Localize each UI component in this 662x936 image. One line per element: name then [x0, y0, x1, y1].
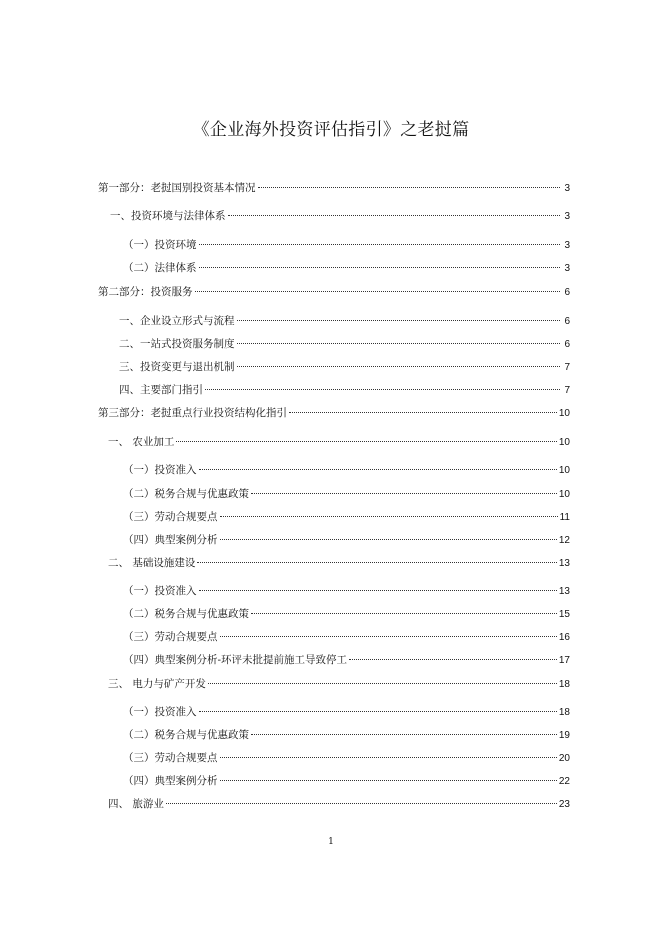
toc-dot-leader	[220, 780, 557, 781]
toc-entry-page: 10	[558, 437, 570, 448]
toc-entry-page: 6	[564, 339, 570, 350]
toc-entry-label: 一、 农业加工	[108, 436, 175, 448]
toc-entry-label: （一）投资环境	[123, 239, 197, 251]
toc-entry-label: （三）劳动合规要点	[123, 752, 218, 764]
toc-dot-leader	[199, 711, 557, 712]
toc-entry-part-3[interactable]	[98, 405, 570, 421]
toc-dot-leader	[205, 389, 560, 390]
toc-entry-subsection[interactable]	[123, 606, 570, 622]
toc-entry-page: 3	[564, 211, 570, 222]
toc-entry-subsection[interactable]	[123, 727, 570, 743]
toc-dot-leader	[166, 803, 557, 804]
toc-entry-label: （三）劳动合规要点	[123, 631, 218, 643]
toc-entry-page: 20	[558, 753, 570, 764]
toc-entry-page: 23	[558, 799, 570, 810]
toc-dot-leader	[208, 683, 557, 684]
toc-entry-subsection[interactable]	[123, 773, 570, 789]
toc-entry-section[interactable]	[119, 313, 570, 329]
toc-dot-leader	[349, 659, 557, 660]
toc-entry-subsection[interactable]	[123, 704, 570, 720]
toc-entry-label: （二）税务合规与优惠政策	[123, 488, 249, 500]
toc-entry-page: 3	[564, 183, 570, 194]
toc-dot-leader	[197, 562, 557, 563]
toc-dot-leader	[220, 539, 557, 540]
toc-entry-label: 二、 基础设施建设	[108, 557, 196, 569]
toc-dot-leader	[199, 267, 561, 268]
toc-entry-label: 一、投资环境与法律体系	[110, 210, 226, 222]
toc-entry-label: （二）税务合规与优惠政策	[123, 608, 249, 620]
toc-dot-leader	[176, 441, 557, 442]
toc-entry-label: （一）投资准入	[123, 706, 197, 718]
toc-entry-label: （一）投资准入	[123, 585, 197, 597]
toc-dot-leader	[251, 613, 557, 614]
toc-entry-page: 11	[559, 512, 570, 523]
toc-entry-page: 19	[558, 730, 570, 741]
toc-dot-leader	[199, 244, 561, 245]
toc-entry-label: 三、 电力与矿产开发	[108, 678, 206, 690]
toc-entry-page: 13	[558, 558, 570, 569]
toc-entry-label: （二）法律体系	[123, 262, 197, 274]
toc-entry-subsection[interactable]	[123, 462, 570, 478]
toc-entry-page: 18	[558, 707, 570, 718]
toc-entry-subsection[interactable]	[123, 750, 570, 766]
toc-entry-section[interactable]	[110, 208, 570, 224]
toc-dot-leader	[258, 187, 561, 188]
toc-dot-leader	[228, 215, 561, 216]
toc-entry-subsection[interactable]	[123, 583, 570, 599]
toc-dot-leader	[237, 366, 561, 367]
toc-entry-subsection[interactable]	[123, 532, 570, 548]
toc-entry-label: 第三部分：老挝重点行业投资结构化指引	[98, 407, 287, 419]
toc-entry-subsection[interactable]	[123, 237, 570, 253]
toc-entry-page: 13	[558, 586, 570, 597]
document-title: 《企业海外投资评估指引》之老挝篇	[192, 120, 470, 140]
toc-entry-page: 16	[558, 632, 570, 643]
toc-dot-leader	[251, 734, 557, 735]
toc-entry-subsection[interactable]	[123, 486, 570, 502]
toc-entry-label: （一）投资准入	[123, 464, 197, 476]
toc-entry-page: 3	[564, 240, 570, 251]
toc-entry-section[interactable]	[108, 555, 570, 571]
toc-dot-leader	[289, 412, 557, 413]
toc-entry-subsection[interactable]	[123, 629, 570, 645]
toc-entry-page: 6	[564, 316, 570, 327]
toc-entry-page: 10	[558, 465, 570, 476]
toc-entry-subsection[interactable]	[123, 260, 570, 276]
toc-entry-part-2[interactable]	[98, 284, 570, 300]
toc-dot-leader	[199, 590, 557, 591]
toc-entry-label: （三）劳动合规要点	[123, 511, 218, 523]
toc-entry-label: （二）税务合规与优惠政策	[123, 729, 249, 741]
toc-dot-leader	[220, 757, 557, 758]
toc-entry-section[interactable]	[119, 382, 570, 398]
page-number: 1	[328, 837, 334, 847]
toc-entry-section[interactable]	[119, 336, 570, 352]
toc-dot-leader	[195, 291, 561, 292]
toc-entry-page: 15	[558, 609, 570, 620]
toc-entry-page: 12	[558, 535, 570, 546]
toc-entry-page: 22	[558, 776, 570, 787]
toc-entry-section[interactable]	[108, 796, 570, 812]
toc-dot-leader	[220, 516, 558, 517]
toc-entry-page: 18	[558, 679, 570, 690]
toc-entry-page: 3	[564, 263, 570, 274]
toc-entry-label: 一、企业设立形式与流程	[119, 315, 235, 327]
toc-entry-label: 二、一站式投资服务制度	[119, 338, 235, 350]
toc-entry-label: 四、主要部门指引	[119, 384, 203, 396]
toc-dot-leader	[199, 469, 557, 470]
toc-entry-label: （四）典型案例分析	[123, 775, 218, 787]
toc-entry-label: （四）典型案例分析	[123, 534, 218, 546]
toc-entry-label: （四）典型案例分析-环评未批提前施工导致停工	[123, 654, 348, 666]
toc-entry-section[interactable]	[108, 434, 570, 450]
toc-entry-section[interactable]	[119, 359, 570, 375]
toc-entry-label: 第二部分：投资服务	[98, 286, 193, 298]
toc-entry-label: 三、投资变更与退出机制	[119, 361, 235, 373]
toc-entry-page: 7	[564, 385, 570, 396]
toc-entry-page: 6	[564, 287, 570, 298]
toc-dot-leader	[251, 493, 557, 494]
toc-dot-leader	[237, 320, 561, 321]
toc-entry-page: 17	[558, 655, 570, 666]
toc-entry-part-1[interactable]	[98, 180, 570, 196]
toc-dot-leader	[220, 636, 557, 637]
toc-entry-page: 10	[558, 489, 570, 500]
toc-entry-label: 第一部分：老挝国别投资基本情况	[98, 182, 256, 194]
toc-entry-subsection[interactable]	[123, 509, 570, 525]
toc-entry-page: 10	[558, 408, 570, 419]
toc-entry-page: 7	[564, 362, 570, 373]
toc-entry-subsection[interactable]	[123, 652, 570, 668]
toc-entry-section[interactable]	[108, 676, 570, 692]
toc-dot-leader	[237, 343, 561, 344]
toc-entry-label: 四、 旅游业	[108, 798, 164, 810]
